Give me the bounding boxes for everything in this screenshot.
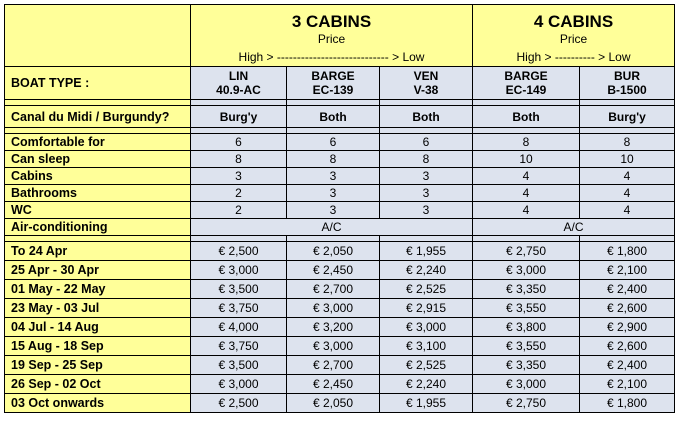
boat-header <box>380 67 473 100</box>
period-label: 15 Aug - 18 Sep <box>5 337 191 356</box>
period-label: 01 May - 22 May <box>5 280 191 299</box>
price-row <box>5 356 675 375</box>
price-cell: € 2,050 <box>287 394 380 413</box>
spec-value: 3 <box>287 202 380 219</box>
price-cell: € 2,100 <box>580 375 675 394</box>
price-cell: € 3,000 <box>191 261 287 280</box>
price-cell: € 2,400 <box>580 280 675 299</box>
spec-value: 3 <box>287 168 380 185</box>
boat-header <box>473 67 580 100</box>
price-cell: € 1,800 <box>580 394 675 413</box>
canal-value: Both <box>380 106 473 128</box>
spec-value: 8 <box>287 151 380 168</box>
price-row <box>5 394 675 413</box>
pricing-table <box>4 4 675 413</box>
price-cell: € 3,000 <box>191 375 287 394</box>
group-title: 3 CABINS <box>291 11 372 31</box>
spec-value: 8 <box>473 134 580 151</box>
price-row <box>5 299 675 318</box>
boat-name: LIN <box>228 69 249 83</box>
spec-value: 8 <box>380 151 473 168</box>
price-cell: € 3,000 <box>473 261 580 280</box>
group-subtitle: Price <box>317 31 346 46</box>
price-cell: € 2,050 <box>287 242 380 261</box>
spec-value: 4 <box>580 202 675 219</box>
spec-value: 3 <box>287 185 380 202</box>
spec-value: 4 <box>580 185 675 202</box>
group-title: 4 CABINS <box>533 11 614 31</box>
price-cell: € 3,000 <box>287 337 380 356</box>
spec-label: Cabins <box>5 168 191 185</box>
spec-label: WC <box>5 202 191 219</box>
spec-value: 8 <box>191 151 287 168</box>
spec-value: 2 <box>191 202 287 219</box>
period-label: 26 Sep - 02 Oct <box>5 375 191 394</box>
boat-name: BARGE <box>311 69 355 83</box>
price-row <box>5 242 675 261</box>
canal-value: Burg'y <box>580 106 675 128</box>
boat-model: EC-139 <box>312 83 354 97</box>
price-cell: € 3,000 <box>473 375 580 394</box>
aircon-value-4-cabins: A/C <box>473 219 675 236</box>
boat-header <box>287 67 380 100</box>
price-cell: € 2,915 <box>380 299 473 318</box>
price-cell: € 3,200 <box>287 318 380 337</box>
period-label: 19 Sep - 25 Sep <box>5 356 191 375</box>
spec-row <box>5 134 675 151</box>
price-cell: € 2,450 <box>287 261 380 280</box>
price-cell: € 3,750 <box>191 337 287 356</box>
price-cell: € 2,500 <box>191 242 287 261</box>
group-4-cabins <box>473 5 675 67</box>
spec-value: 4 <box>473 168 580 185</box>
price-row <box>5 375 675 394</box>
spec-label: Can sleep <box>5 151 191 168</box>
boat-model: 40.9-AC <box>216 83 261 97</box>
aircon-label: Air-conditioning <box>5 219 191 236</box>
spec-value: 4 <box>580 168 675 185</box>
price-cell: € 3,000 <box>287 299 380 318</box>
period-label: 23 May - 03 Jul <box>5 299 191 318</box>
boat-model: B-1500 <box>607 83 647 97</box>
spec-value: 3 <box>380 185 473 202</box>
aircon-value-3-cabins: A/C <box>191 219 473 236</box>
price-cell: € 2,700 <box>287 356 380 375</box>
spec-value: 10 <box>580 151 675 168</box>
spec-value: 4 <box>473 202 580 219</box>
price-cell: € 2,600 <box>580 299 675 318</box>
price-cell: € 2,900 <box>580 318 675 337</box>
spec-value: 3 <box>191 168 287 185</box>
price-cell: € 3,100 <box>380 337 473 356</box>
price-cell: € 3,500 <box>191 280 287 299</box>
boat-header <box>191 67 287 100</box>
price-cell: € 2,450 <box>287 375 380 394</box>
spec-label: Bathrooms <box>5 185 191 202</box>
price-cell: € 2,750 <box>473 394 580 413</box>
group-subtitle: Price <box>559 31 588 46</box>
price-cell: € 2,100 <box>580 261 675 280</box>
price-cell: € 3,000 <box>380 318 473 337</box>
group-header-row <box>5 5 675 67</box>
corner-cell <box>5 5 191 67</box>
spec-value: 6 <box>380 134 473 151</box>
price-cell: € 3,350 <box>473 280 580 299</box>
boat-name: BUR <box>614 69 640 83</box>
price-cell: € 3,500 <box>191 356 287 375</box>
canal-value: Both <box>287 106 380 128</box>
price-row <box>5 261 675 280</box>
spec-value: 6 <box>287 134 380 151</box>
boat-type-row <box>5 67 675 100</box>
spec-label: Comfortable for <box>5 134 191 151</box>
price-cell: € 2,600 <box>580 337 675 356</box>
period-label: 25 Apr - 30 Apr <box>5 261 191 280</box>
period-label: 03 Oct onwards <box>5 394 191 413</box>
price-cell: € 2,240 <box>380 375 473 394</box>
price-cell: € 3,800 <box>473 318 580 337</box>
price-cell: € 2,525 <box>380 280 473 299</box>
canal-value: Both <box>473 106 580 128</box>
canal-label: Canal du Midi / Burgundy? <box>5 106 191 128</box>
price-cell: € 2,400 <box>580 356 675 375</box>
price-cell: € 1,955 <box>380 394 473 413</box>
spec-value: 6 <box>191 134 287 151</box>
canal-value: Burg'y <box>191 106 287 128</box>
price-cell: € 1,955 <box>380 242 473 261</box>
price-cell: € 2,700 <box>287 280 380 299</box>
spec-value: 3 <box>380 168 473 185</box>
price-range-indicator: High > ---------- > Low <box>516 49 631 64</box>
boat-type-label: BOAT TYPE : <box>5 67 191 100</box>
period-label: To 24 Apr <box>5 242 191 261</box>
spec-row <box>5 185 675 202</box>
price-row <box>5 280 675 299</box>
aircon-row <box>5 219 675 236</box>
price-cell: € 3,750 <box>191 299 287 318</box>
boat-name: VEN <box>413 69 439 83</box>
price-cell: € 3,550 <box>473 337 580 356</box>
boat-model: V-38 <box>413 83 439 97</box>
price-cell: € 2,500 <box>191 394 287 413</box>
price-cell: € 2,750 <box>473 242 580 261</box>
spec-value: 4 <box>473 185 580 202</box>
spec-row <box>5 202 675 219</box>
spec-value: 3 <box>380 202 473 219</box>
spec-row <box>5 168 675 185</box>
boat-name: BARGE <box>504 69 548 83</box>
period-label: 04 Jul - 14 Aug <box>5 318 191 337</box>
price-cell: € 3,550 <box>473 299 580 318</box>
price-cell: € 3,350 <box>473 356 580 375</box>
boat-header <box>580 67 675 100</box>
spec-value: 10 <box>473 151 580 168</box>
price-row <box>5 337 675 356</box>
spec-row <box>5 151 675 168</box>
price-cell: € 4,000 <box>191 318 287 337</box>
price-cell: € 2,525 <box>380 356 473 375</box>
boat-model: EC-149 <box>505 83 547 97</box>
canal-row <box>5 106 675 128</box>
spec-value: 2 <box>191 185 287 202</box>
price-range-indicator: High > ---------------------------- > Low <box>238 49 425 64</box>
price-row <box>5 318 675 337</box>
spec-value: 8 <box>580 134 675 151</box>
price-cell: € 2,240 <box>380 261 473 280</box>
price-cell: € 1,800 <box>580 242 675 261</box>
group-3-cabins <box>191 5 473 67</box>
